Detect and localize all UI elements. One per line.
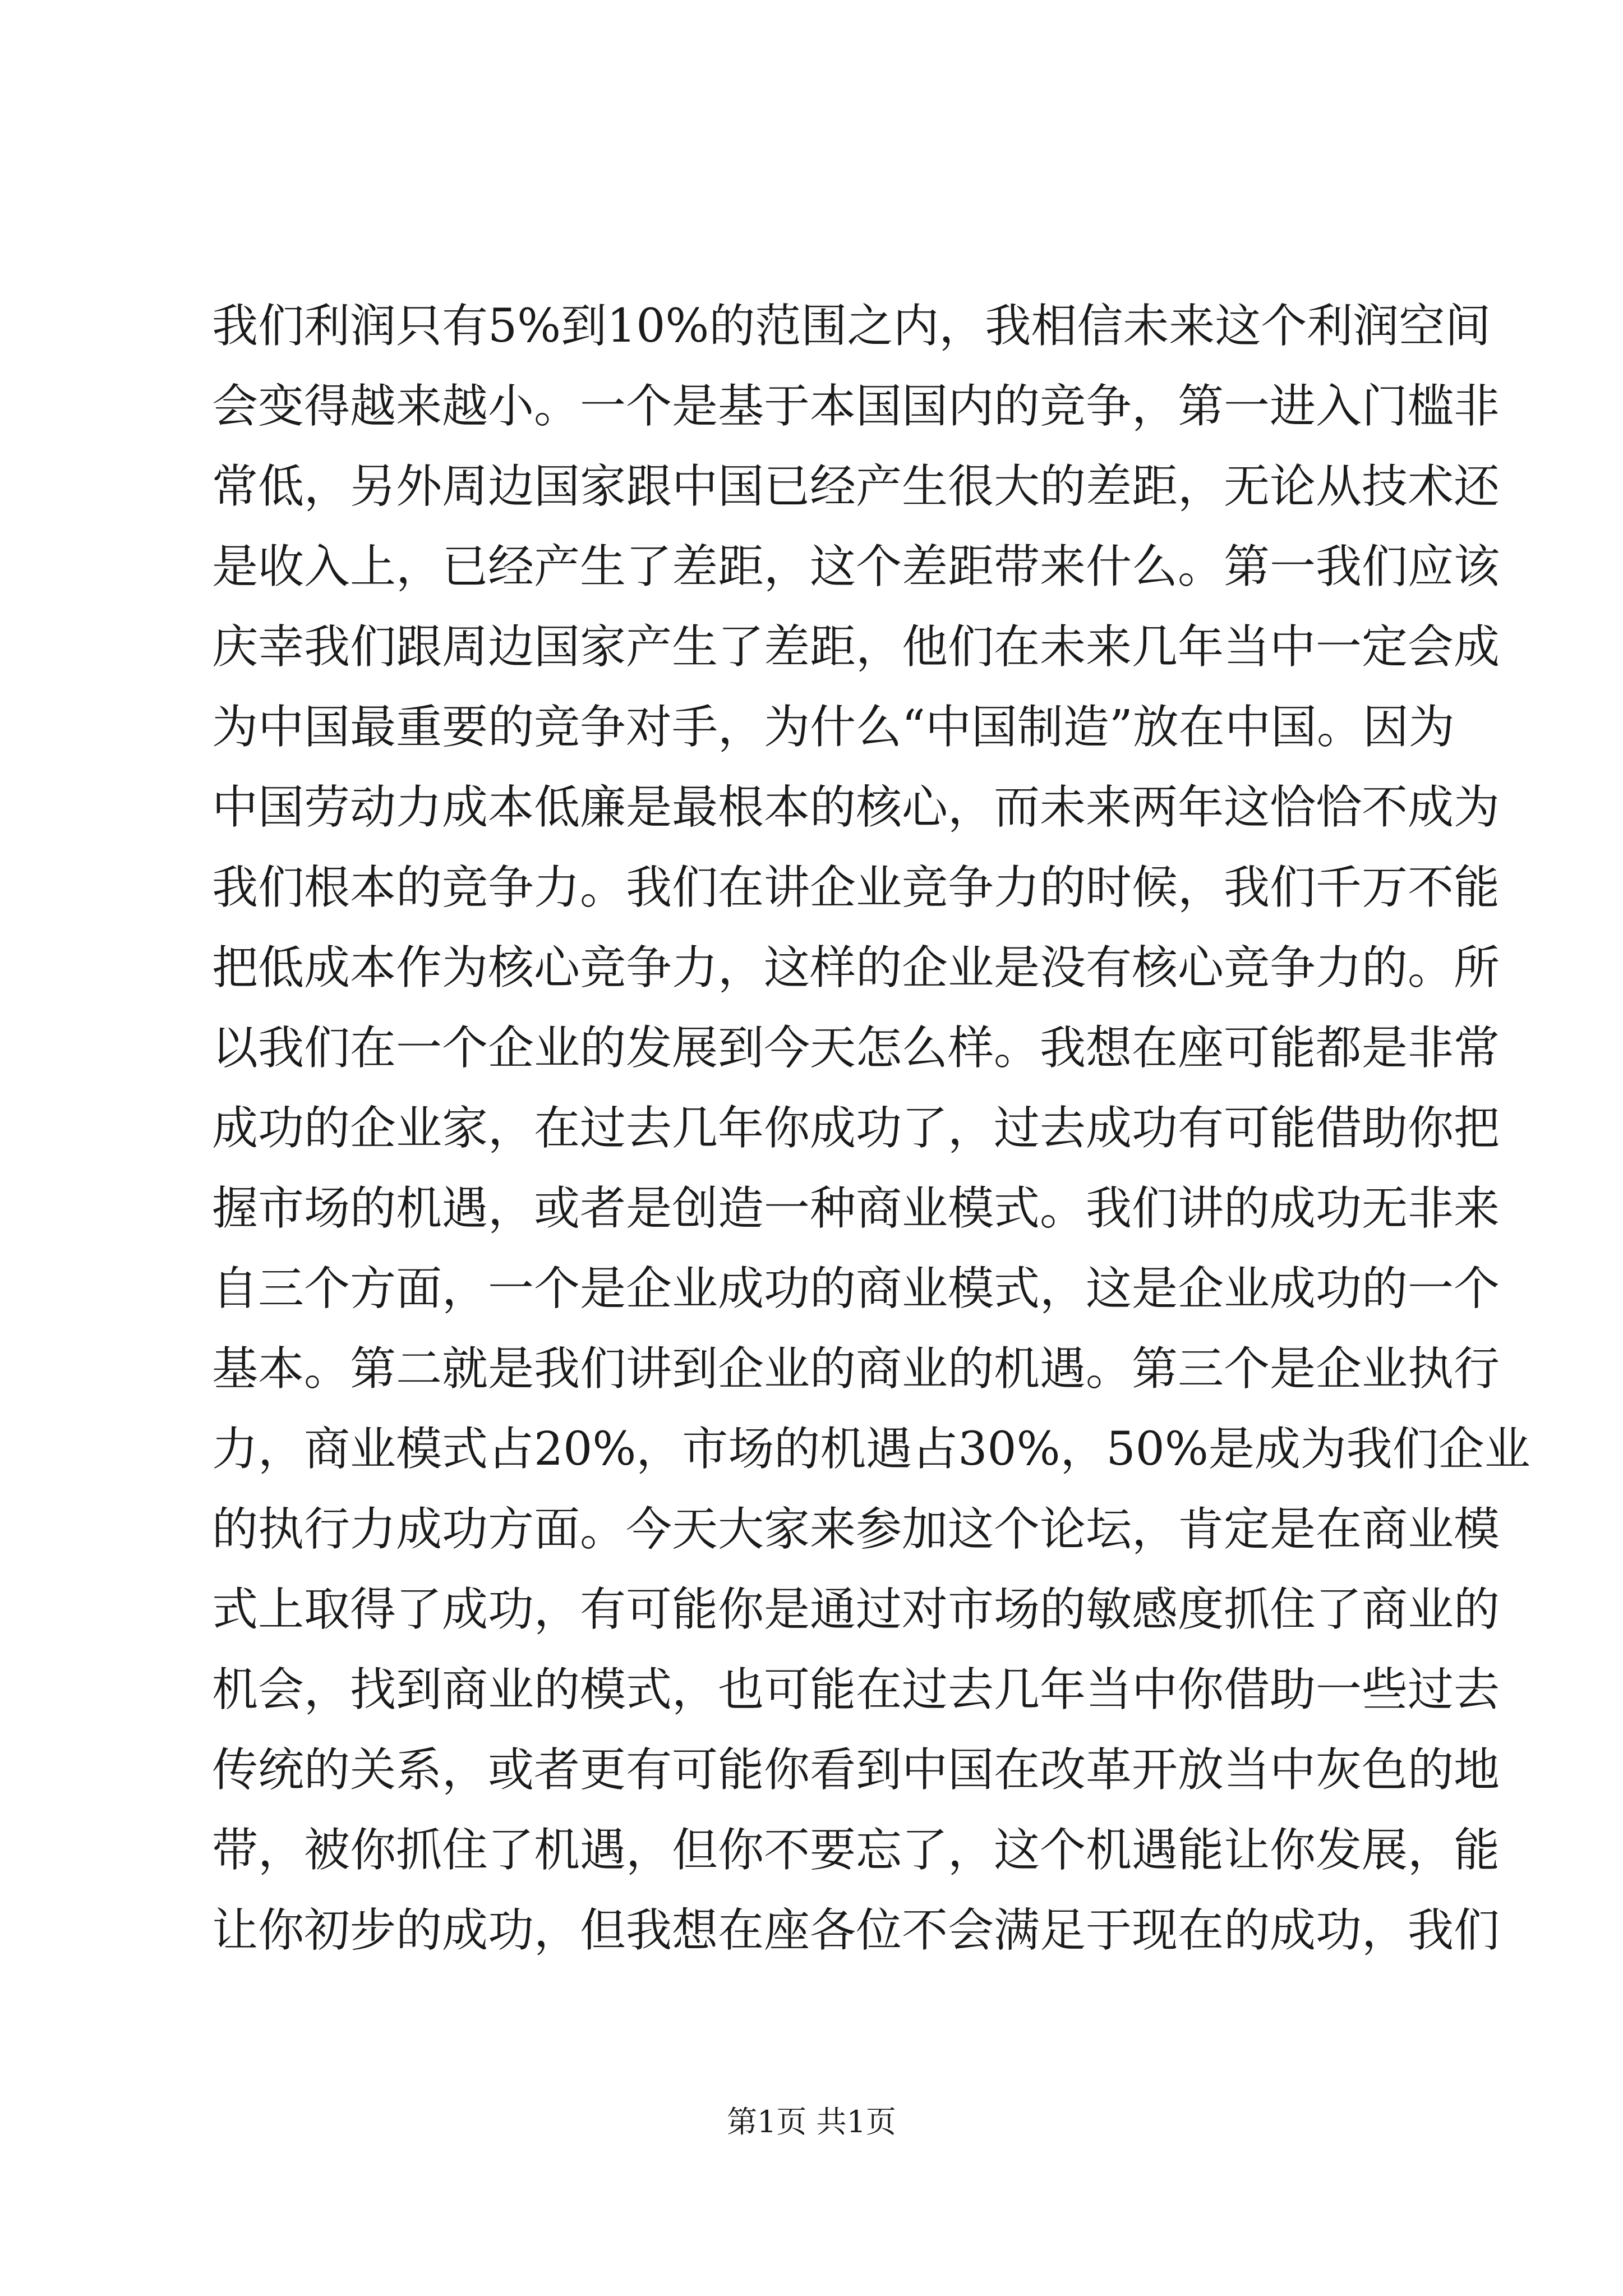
text-line: 的执行力成功方面。今天大家来参加这个论坛，肯定是在商业模 <box>212 1503 1500 1556</box>
text-line: 握市场的机遇，或者是创造一种商业模式。我们讲的成功无非来 <box>212 1182 1500 1235</box>
text-line: 式上取得了成功，有可能你是通过对市场的敏感度抓住了商业的 <box>212 1583 1500 1636</box>
text-line: 我们利润只有5%到10%的范围之内，我相信未来这个利润空间 <box>212 300 1491 353</box>
text-line: 带，被你抓住了机遇，但你不要忘了，这个机遇能让你发展，能 <box>212 1824 1500 1877</box>
text-line: 中国劳动力成本低廉是最根本的核心，而未来两年这恰恰不成为 <box>212 781 1500 834</box>
text-line: 自三个方面，一个是企业成功的商业模式，这是企业成功的一个 <box>212 1262 1500 1315</box>
text-line: 把低成本作为核心竞争力，这样的企业是没有核心竞争力的。所 <box>212 941 1500 995</box>
text-line: 传统的关系，或者更有可能你看到中国在改革开放当中灰色的地 <box>212 1743 1500 1797</box>
text-line: 庆幸我们跟周边国家产生了差距，他们在未来几年当中一定会成 <box>212 620 1500 674</box>
text-line: 基本。第二就是我们讲到企业的商业的机遇。第三个是企业执行 <box>212 1342 1500 1396</box>
page-footer: 第1页 共1页 <box>727 2104 896 2139</box>
text-line: 机会，找到商业的模式，也可能在过去几年当中你借助一些过去 <box>212 1663 1500 1717</box>
text-line: 让你初步的成功，但我想在座各位不会满足于现在的成功，我们 <box>212 1904 1500 1957</box>
text-line: 为中国最重要的竞争对手，为什么“中国制造”放在中国。因为 <box>212 701 1455 754</box>
body-text <box>212 286 1530 1971</box>
text-line: 力，商业模式占20%，市场的机遇占30%，50%是成为我们企业 <box>212 1423 1530 1476</box>
text-line: 会变得越来越小。一个是基于本国国内的竞争，第一进入门槛非 <box>212 380 1500 433</box>
text-line: 我们根本的竞争力。我们在讲企业竞争力的时候，我们千万不能 <box>212 861 1500 914</box>
text-line: 常低，另外周边国家跟中国已经产生很大的差距，无论从技术还 <box>212 460 1500 513</box>
text-line: 成功的企业家，在过去几年你成功了，过去成功有可能借助你把 <box>212 1102 1500 1155</box>
text-line: 以我们在一个企业的发展到今天怎么样。我想在座可能都是非常 <box>212 1022 1500 1075</box>
text-line: 是收入上，已经产生了差距，这个差距带来什么。第一我们应该 <box>212 540 1500 593</box>
